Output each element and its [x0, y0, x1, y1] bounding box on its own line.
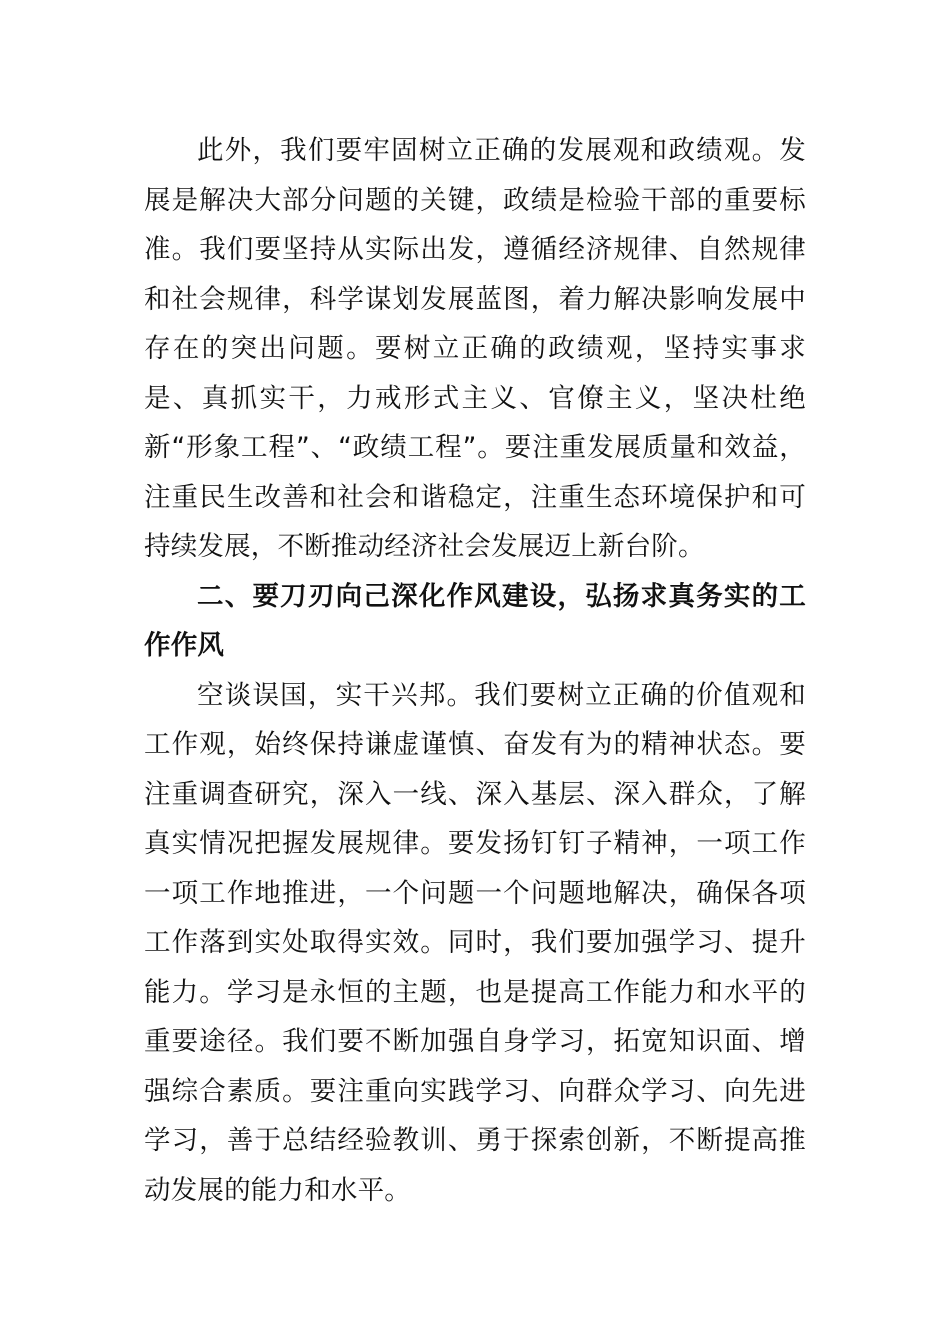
- section-heading-work-style: 二、要刀刃向己深化作风建设，弘扬求真务实的工作作风: [144, 580, 806, 661]
- document-body: [144, 126, 806, 1215]
- paragraph-practical-work: 空谈误国，实干兴邦。我们要树立正确的价值观和工作观，始终保持谦虚谨慎、奋发有为的精神状态。要注重调查研究，深入一线、深入基层、深入群众，了解真实情况把握发展规律。要发扬钉钉子精神，一项工作一项工作地推进，一个问题一个问题地解决，确保各项工作落到实处取得实效。同时，我们要加强学习、提升能力。学习是永恒的主题，也是提高工作能力和水平的重要途径。我们要不断加强自身学习，拓宽知识面、增强综合素质。要注重向实践学习、向群众学习、向先进学习，善于总结经验教训、勇于探索创新，不断提高推动发展的能力和水平。: [144, 679, 806, 1206]
- paragraph-development-view: 此外，我们要牢固树立正确的发展观和政绩观。发展是解决大部分问题的关键，政绩是检验干部的重要标准。我们要坚持从实际出发，遵循经济规律、自然规律和社会规律，科学谋划发展蓝图，着力解决影响发展中存在的突出问题。要树立正确的政绩观，坚持实事求是、真抓实干，力戒形式主义、官僚主义，坚决杜绝新“形象工程”、“政绩工程”。要注重发展质量和效益，注重民生改善和社会和谐稳定，注重生态环境保护和可持续发展，不断推动经济社会发展迈上新台阶。: [144, 135, 806, 562]
